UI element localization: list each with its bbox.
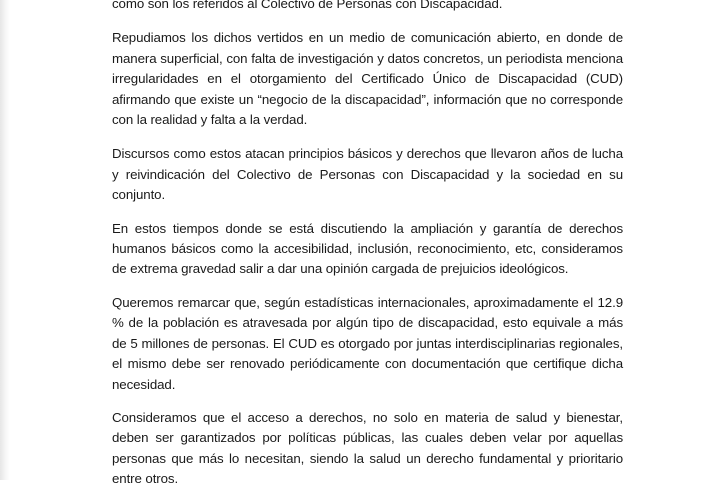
document-body: [112, 0, 623, 490]
paragraph-repudiation: Repudiamos los dichos vertidos en un medio de comunicación abierto, en donde de manera superficial, con falta de investigación y datos concretos, un periodista menciona irregularidades en el otorgamiento del Certificado Único de Discapacidad (CUD) afirmando que existe un “negocio de la discapacidad”, información que no corresponde con la realidad y falta a la verdad.: [112, 30, 623, 128]
paragraph-statistics: Queremos remarcar que, según estadísticas internacionales, aproximadamente el 12.9 % de la población es atravesada por algún tipo de discapacidad, esto equivale a más de 5 millones de personas. El CUD es otorgado por juntas interdisciplinarias regionales, el mismo debe ser renovado periódicamente con documentación que certifique dicha necesidad.: [112, 294, 623, 392]
paragraph-rights-expansion: En estos tiempos donde se está discutiendo la ampliación y garantía de derechos humanos básicos como la accesibilidad, inclusión, reconocimiento, etc, consideramos de extrema gravedad salir a dar una opinión cargada de prejuicios ideológicos.: [112, 220, 623, 277]
page-edge-shadow: [0, 0, 10, 480]
paragraph-intro-fragment: como son los referidos al Colectivo de Personas con Discapacidad.: [112, 0, 503, 11]
paragraph-discourses: Discursos como estos atacan principios básicos y derechos que llevaron años de lucha y reivindicación del Colectivo de Personas con Discapacidad y la sociedad en su conjunto.: [112, 146, 623, 203]
paragraph-public-policy: Consideramos que el acceso a derechos, no solo en materia de salud y bienestar, deben ser garantizados por políticas públicas, las cuales deben velar por aquellas personas que más lo necesitan, siendo la salud un derecho fundamental y prioritario entre otros.: [112, 409, 623, 487]
